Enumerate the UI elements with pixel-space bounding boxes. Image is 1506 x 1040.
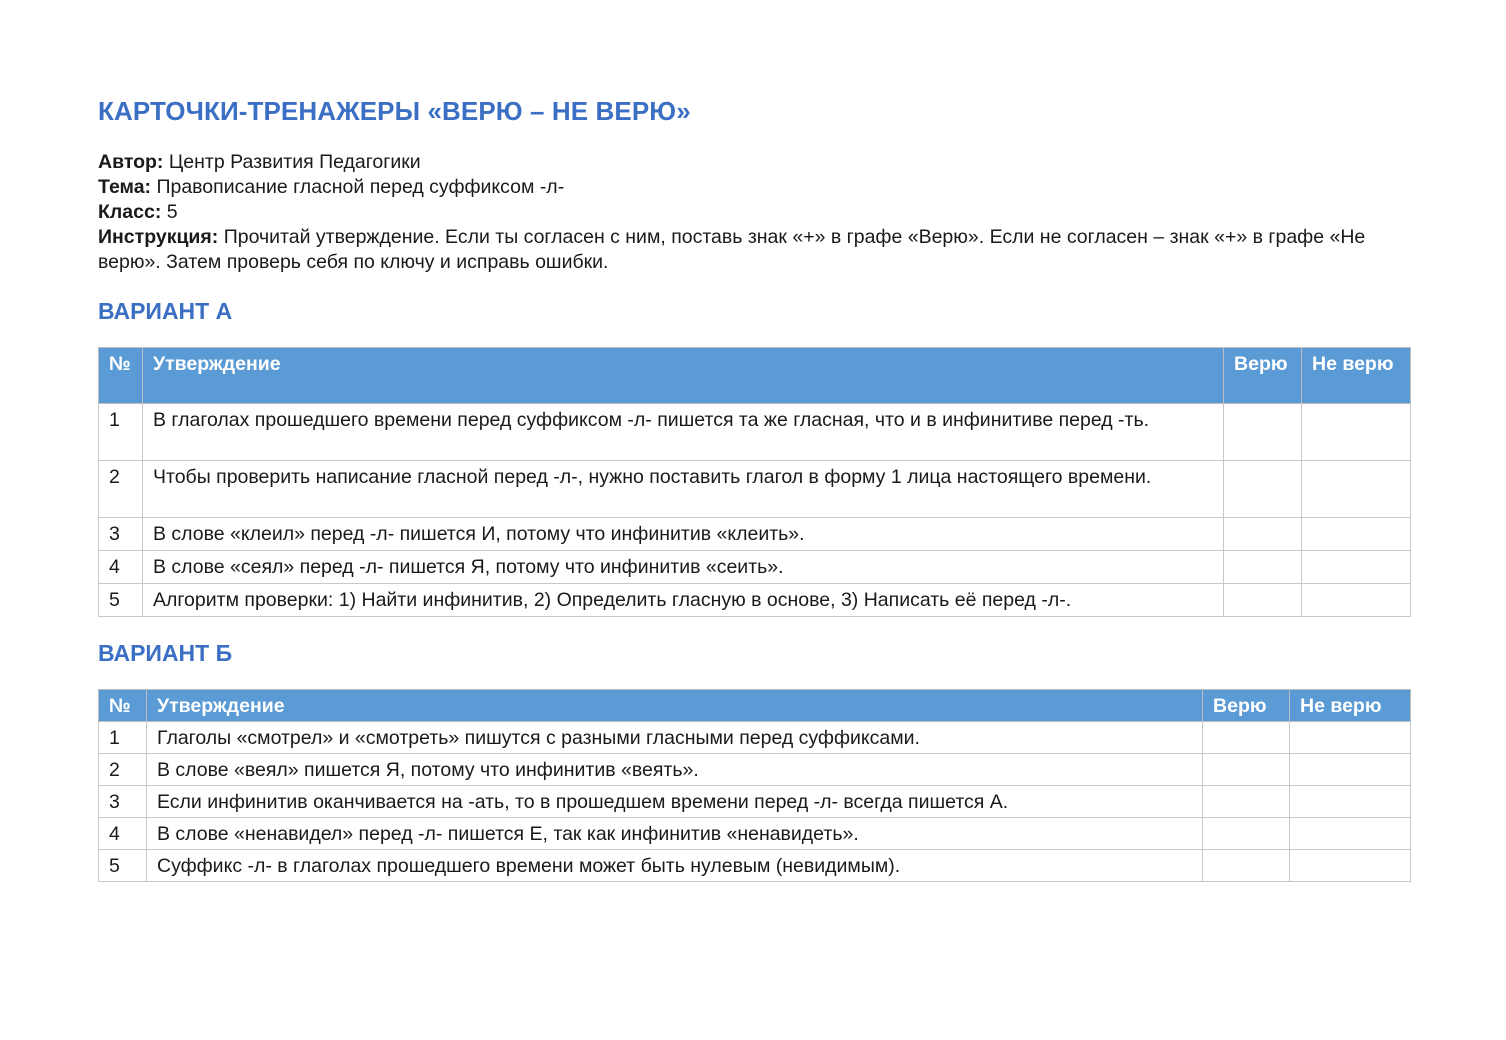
grade-label: Класс: — [98, 201, 162, 223]
not-believe-cell[interactable] — [1290, 754, 1411, 786]
author-label: Автор: — [98, 151, 164, 173]
table-header-row — [99, 348, 1411, 404]
variant-a-table — [98, 347, 1411, 617]
row-num: 2 — [99, 461, 143, 518]
table-row — [99, 551, 1411, 584]
topic-value: Правописание гласной перед суффиксом -л- — [151, 176, 565, 198]
believe-cell[interactable] — [1224, 518, 1302, 551]
instruction-label: Инструкция: — [98, 226, 219, 248]
variant-b-table — [98, 689, 1411, 882]
author-line — [98, 150, 1411, 175]
topic-line — [98, 175, 1411, 200]
believe-cell[interactable] — [1224, 461, 1302, 518]
believe-cell[interactable] — [1203, 754, 1290, 786]
row-num: 4 — [99, 551, 143, 584]
row-statement: В слове «веял» пишется Я, потому что инфинитив «веять». — [146, 754, 1202, 786]
table-row — [99, 404, 1411, 461]
row-statement: Глаголы «смотрел» и «смотреть» пишутся с разными гласными перед суффиксами. — [146, 722, 1202, 754]
not-believe-cell[interactable] — [1290, 850, 1411, 882]
document-title: КАРТОЧКИ-ТРЕНАЖЕРЫ «ВЕРЮ – НЕ ВЕРЮ» — [98, 96, 691, 126]
row-statement: Суффикс -л- в глаголах прошедшего времени может быть нулевым (невидимым). — [146, 850, 1202, 882]
row-num: 5 — [99, 850, 147, 882]
not-believe-cell[interactable] — [1290, 722, 1411, 754]
row-num: 5 — [99, 584, 143, 617]
not-believe-cell[interactable] — [1302, 584, 1411, 617]
row-num: 4 — [99, 818, 147, 850]
row-statement: В слове «сеял» перед -л- пишется Я, потому что инфинитив «сеить». — [142, 551, 1223, 584]
table-row — [99, 786, 1411, 818]
table-row — [99, 850, 1411, 882]
believe-cell[interactable] — [1203, 722, 1290, 754]
not-believe-cell[interactable] — [1302, 551, 1411, 584]
not-believe-cell[interactable] — [1302, 404, 1411, 461]
not-believe-cell[interactable] — [1290, 818, 1411, 850]
header-statement: Утверждение — [146, 690, 1202, 722]
believe-cell[interactable] — [1224, 584, 1302, 617]
row-statement: В глаголах прошедшего времени перед суффиксом -л- пишется та же гласная, что и в инфинитиве перед -ть. — [142, 404, 1223, 461]
document-meta — [98, 150, 1411, 275]
instruction-line — [98, 225, 1411, 275]
table-row — [99, 584, 1411, 617]
header-not-believe: Не верю — [1302, 348, 1411, 404]
row-statement: Чтобы проверить написание гласной перед -л-, нужно поставить глагол в форму 1 лица настоящего времени. — [142, 461, 1223, 518]
variant-a-title: ВАРИАНТ А — [98, 298, 233, 324]
row-num: 3 — [99, 786, 147, 818]
variant-b-title: ВАРИАНТ Б — [98, 640, 233, 666]
believe-cell[interactable] — [1224, 404, 1302, 461]
row-num: 1 — [99, 722, 147, 754]
grade-value: 5 — [161, 201, 178, 223]
row-num: 3 — [99, 518, 143, 551]
header-believe: Верю — [1224, 348, 1302, 404]
believe-cell[interactable] — [1224, 551, 1302, 584]
table-row — [99, 754, 1411, 786]
header-statement: Утверждение — [142, 348, 1223, 404]
row-num: 2 — [99, 754, 147, 786]
table-header-row — [99, 690, 1411, 722]
not-believe-cell[interactable] — [1302, 461, 1411, 518]
row-statement: В слове «ненавидел» перед -л- пишется Е, так как инфинитив «ненавидеть». — [146, 818, 1202, 850]
header-num: № — [99, 348, 143, 404]
instruction-value: Прочитай утверждение. Если ты согласен с ним, поставь знак «+» в графе «Верю». Если не согласен – знак «+» в графе «Не верю». Затем проверь себя по ключу и исправь ошибки. — [98, 226, 1366, 273]
not-believe-cell[interactable] — [1302, 518, 1411, 551]
header-believe: Верю — [1203, 690, 1290, 722]
row-statement: В слове «клеил» перед -л- пишется И, потому что инфинитив «клеить». — [142, 518, 1223, 551]
row-num: 1 — [99, 404, 143, 461]
topic-label: Тема: — [98, 176, 152, 198]
row-statement: Если инфинитив оканчивается на -ать, то в прошедшем времени перед -л- всегда пишется А. — [146, 786, 1202, 818]
grade-line — [98, 200, 1411, 225]
header-num: № — [99, 690, 147, 722]
believe-cell[interactable] — [1203, 818, 1290, 850]
not-believe-cell[interactable] — [1290, 786, 1411, 818]
row-statement: Алгоритм проверки: 1) Найти инфинитив, 2) Определить гласную в основе, 3) Написать её перед -л-. — [142, 584, 1223, 617]
believe-cell[interactable] — [1203, 850, 1290, 882]
believe-cell[interactable] — [1203, 786, 1290, 818]
header-not-believe: Не верю — [1290, 690, 1411, 722]
table-row — [99, 818, 1411, 850]
table-row — [99, 722, 1411, 754]
table-row — [99, 518, 1411, 551]
table-row — [99, 461, 1411, 518]
author-value: Центр Развития Педагогики — [163, 151, 421, 173]
